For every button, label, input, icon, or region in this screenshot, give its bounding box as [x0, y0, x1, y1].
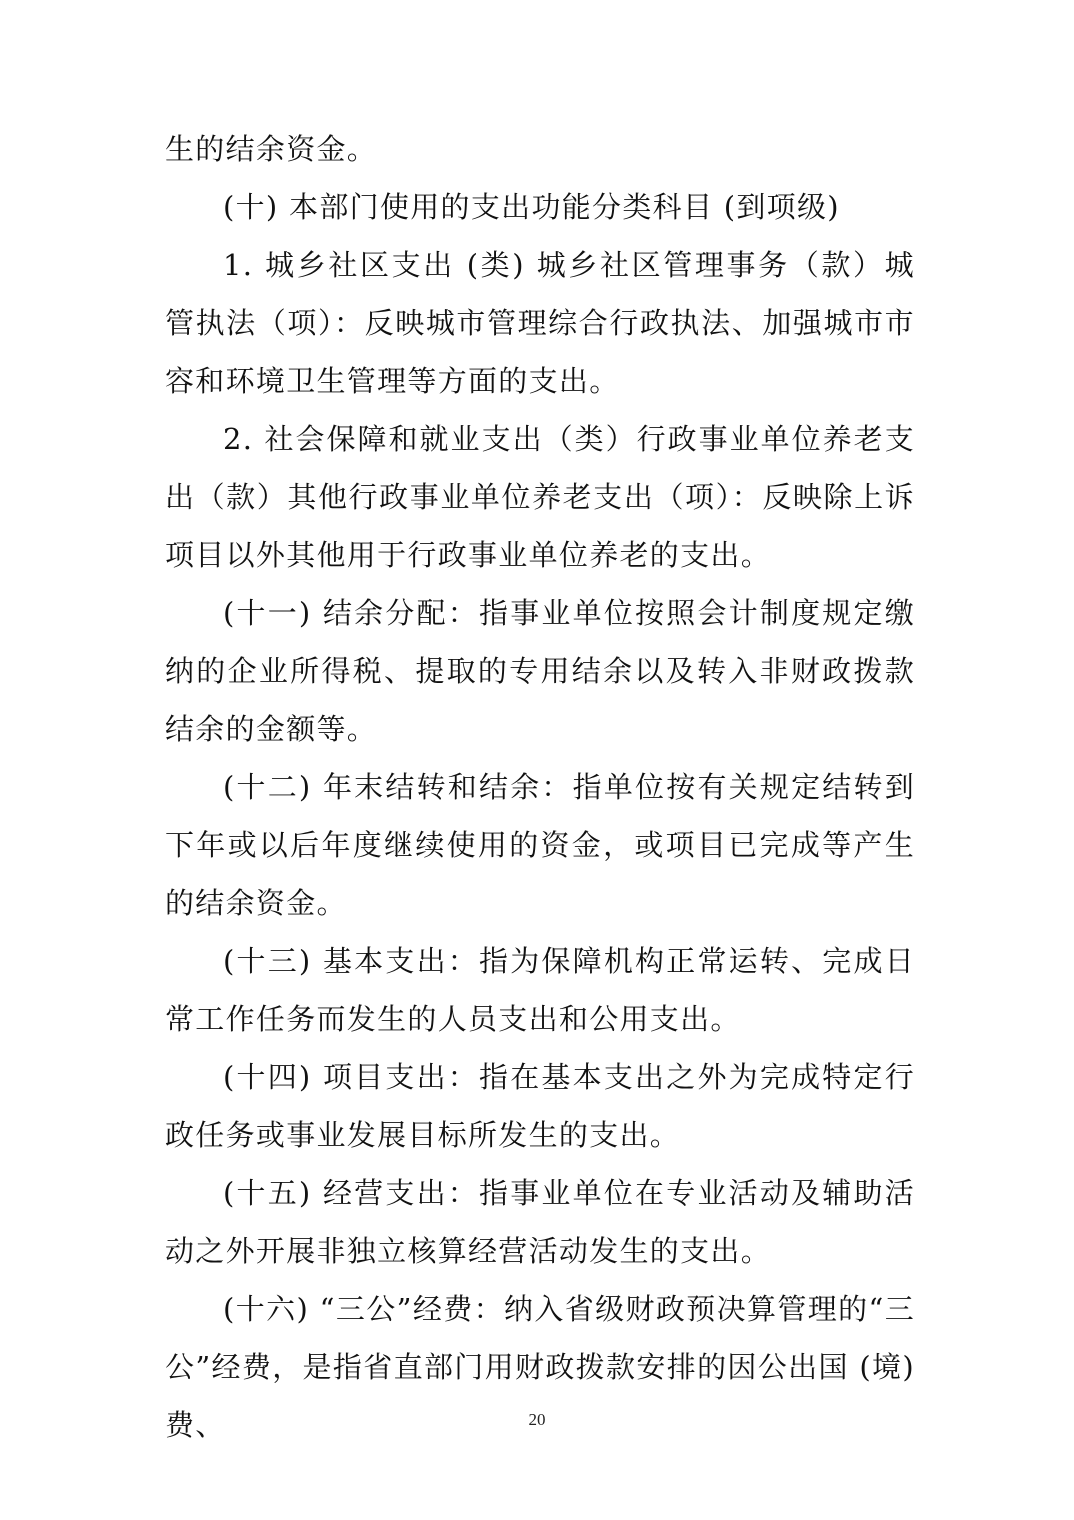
paragraph-section-13: (十三) 基本支出：指为保障机构正常运转、完成日常工作任务而发生的人员支出和公用支出。: [165, 944, 915, 1036]
paragraph-section-14: (十四) 项目支出：指在基本支出之外为完成特定行政任务或事业发展目标所发生的支出。: [165, 1060, 915, 1152]
paragraph-section-11: (十一) 结余分配：指事业单位按照会计制度规定缴纳的企业所得税、提取的专用结余以及转入非财政拨款结余的金额等。: [165, 596, 915, 746]
paragraph-item-2: 2. 社会保障和就业支出（类）行政事业单位养老支出（款）其他行政事业单位养老支出（项）：反映除上诉项目以外其他用于行政事业单位养老的支出。: [165, 422, 915, 572]
paragraph-continuation: 生的结余资金。: [165, 132, 378, 166]
paragraph-section-16: (十六) “三公”经费：纳入省级财政预决算管理的“三公”经费，是指省直部门用财政拨款安排的因公出国 (境) 费、: [165, 1292, 915, 1442]
page-number: 20: [528, 1410, 546, 1429]
body-text: [165, 120, 915, 1454]
paragraph-item-1: 1. 城乡社区支出 (类) 城乡社区管理事务（款）城管执法（项）：反映城市管理综合行政执法、加强城市市容和环境卫生管理等方面的支出。: [165, 248, 915, 398]
paragraph-section-10-heading: (十) 本部门使用的支出功能分类科目 (到项级): [223, 190, 840, 224]
paragraph-section-12: (十二) 年末结转和结余：指单位按有关规定结转到下年或以后年度继续使用的资金，或项目已完成等产生的结余资金。: [165, 770, 915, 920]
paragraph-section-15: (十五) 经营支出：指事业单位在专业活动及辅助活动之外开展非独立核算经营活动发生的支出。: [165, 1176, 915, 1268]
